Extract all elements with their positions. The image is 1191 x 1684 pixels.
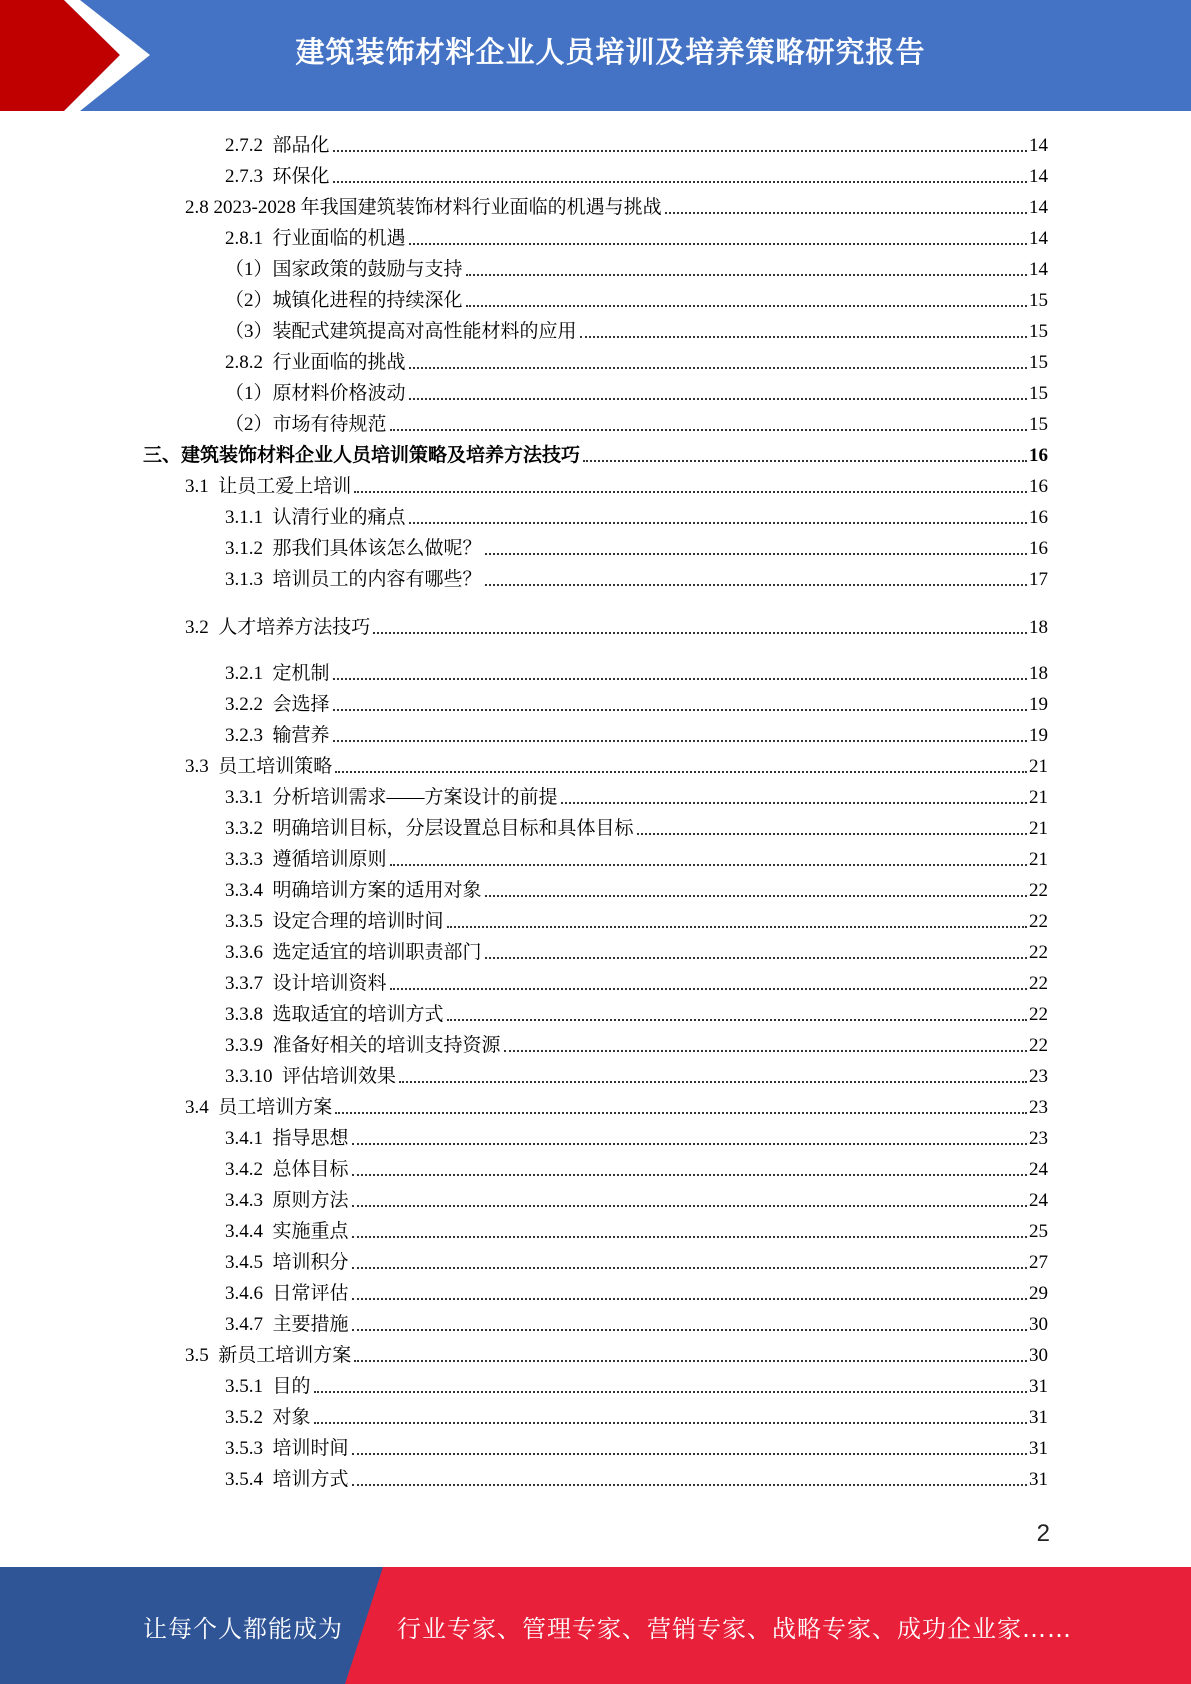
toc-entry-number: （2） [225, 290, 273, 311]
toc-entry[interactable] [225, 1369, 1048, 1399]
toc-entry-page: 21 [1029, 818, 1048, 839]
toc-entry-title: 遵循培训原则 [272, 849, 387, 870]
toc-entry-number: 3.3.3 [225, 849, 263, 870]
toc-entry-title: 认清行业的痛点 [272, 507, 406, 528]
toc-entry[interactable] [185, 1090, 1048, 1120]
toc-entry-title: 明确培训目标，分层设置总目标和具体目标 [272, 818, 634, 839]
toc-entry-title: 主要措施 [272, 1314, 349, 1335]
toc-entry-title: 行业面临的机遇 [272, 228, 406, 249]
toc-dot-leader [352, 1266, 1027, 1269]
toc-dot-leader [335, 770, 1027, 773]
toc-entry[interactable] [185, 749, 1048, 779]
toc-entry-title: 选取适宜的培训方式 [272, 1004, 444, 1025]
toc-entry[interactable] [225, 1245, 1048, 1275]
toc-entry[interactable] [225, 904, 1048, 934]
toc-entry[interactable] [225, 376, 1048, 406]
toc-entry-number: 3.4.1 [225, 1128, 263, 1149]
toc-dot-leader [485, 956, 1027, 959]
toc-dot-leader [561, 801, 1027, 804]
toc-entry-page: 17 [1029, 569, 1048, 590]
toc-entry-title: 装配式建筑提高对高性能材料的应用 [272, 321, 577, 342]
toc-entry-number: 3.3.2 [225, 818, 263, 839]
toc-entry-page: 31 [1029, 1438, 1048, 1459]
toc-entry[interactable] [225, 873, 1048, 903]
toc-entry-number: 3.3.9 [225, 1035, 263, 1056]
toc-entry-page: 22 [1029, 880, 1048, 901]
footer-slogan-left: 让每个人都能成为 [143, 1615, 343, 1643]
toc-entry-page: 22 [1029, 973, 1048, 994]
toc-dot-leader [333, 149, 1027, 152]
toc-entry-title: 培训员工的内容有哪些？ [272, 569, 482, 590]
toc-entry-number: 3.4.5 [225, 1252, 263, 1273]
toc-dot-leader [333, 708, 1027, 711]
toc-entry-page: 21 [1029, 787, 1048, 808]
toc-entry[interactable] [185, 1338, 1048, 1368]
toc-dot-leader [354, 490, 1027, 493]
toc-entry-number: 3.3.4 [225, 880, 263, 901]
toc-entry-number: 3.3.7 [225, 973, 263, 994]
toc-entry-number: 3.1.2 [225, 538, 263, 559]
toc-entry-number: 3.3.8 [225, 1004, 263, 1025]
toc-entry[interactable] [225, 1214, 1048, 1244]
toc-dot-leader [409, 242, 1027, 245]
toc-entry-number: 3.4.3 [225, 1190, 263, 1211]
toc-entry[interactable] [225, 1431, 1048, 1461]
toc-entry-page: 21 [1029, 849, 1048, 870]
toc-dot-leader [504, 1049, 1027, 1052]
toc-entry-title: 总体目标 [272, 1159, 349, 1180]
toc-dot-leader [352, 1452, 1027, 1455]
toc-dot-leader [352, 1297, 1027, 1300]
toc-dot-leader [580, 335, 1027, 338]
toc-entry-page: 25 [1029, 1221, 1048, 1242]
toc-entry[interactable] [225, 687, 1048, 717]
toc-entry-title: 城镇化进程的持续深化 [272, 290, 463, 311]
toc-entry-number: 2.8 [185, 197, 209, 218]
toc-dot-leader [447, 1018, 1027, 1021]
toc-entry[interactable] [225, 562, 1048, 592]
toc-entry-title: 设定合理的培训时间 [272, 911, 444, 932]
toc-entry-title: 环保化 [272, 166, 330, 187]
toc-dot-leader [485, 583, 1027, 586]
toc-entry-number: 3.4 [185, 1097, 209, 1118]
toc-entry-page: 23 [1029, 1128, 1048, 1149]
toc-entry-title: 指导思想 [272, 1128, 349, 1149]
toc-entry[interactable] [225, 531, 1048, 561]
toc-entry[interactable] [225, 1028, 1048, 1058]
toc-entry-title: 市场有待规范 [272, 414, 387, 435]
toc-entry[interactable] [225, 159, 1048, 189]
toc-entry-page: 23 [1029, 1066, 1048, 1087]
toc-entry-title: 新员工培训方案 [218, 1345, 352, 1366]
toc-entry-number: 3.4.4 [225, 1221, 263, 1242]
toc-entry[interactable] [225, 1400, 1048, 1430]
toc-entry-number: 3.4.7 [225, 1314, 263, 1335]
toc-entry-title: 员工培训策略 [218, 756, 333, 777]
toc-entry-page: 23 [1029, 1097, 1048, 1118]
toc-entry-page: 19 [1029, 694, 1048, 715]
toc-entry-page: 15 [1029, 383, 1048, 404]
toc-entry-page: 14 [1029, 259, 1048, 280]
toc-entry-number: 2.8.2 [225, 352, 263, 373]
toc-dot-leader [354, 1359, 1027, 1362]
toc-entry-number: （3） [225, 321, 273, 342]
toc-entry[interactable] [225, 314, 1048, 344]
toc-entry-page: 15 [1029, 352, 1048, 373]
toc-dot-leader [352, 1483, 1027, 1486]
page-footer [0, 1567, 1191, 1684]
toc-entry[interactable] [225, 935, 1048, 965]
toc-entry-page: 24 [1029, 1159, 1048, 1180]
toc-entry-title: 对象 [272, 1407, 311, 1428]
toc-entry-page: 15 [1029, 321, 1048, 342]
toc-dot-leader [399, 1080, 1027, 1083]
toc-entry-number: 3.5.2 [225, 1407, 263, 1428]
toc-entry-title: 分析培训需求——方案设计的前提 [272, 787, 558, 808]
toc-dot-leader [447, 925, 1027, 928]
toc-dot-leader [409, 366, 1027, 369]
toc-entry-title: 明确培训方案的适用对象 [272, 880, 482, 901]
toc-entry-page: 14 [1029, 166, 1048, 187]
toc-dot-leader [409, 397, 1027, 400]
toc-entry[interactable] [185, 469, 1048, 499]
toc-entry[interactable] [225, 1152, 1048, 1182]
toc-entry-page: 16 [1029, 476, 1048, 497]
toc-entry-title: 培训积分 [272, 1252, 349, 1273]
toc-entry-page: 22 [1029, 911, 1048, 932]
toc-entry-number: （2） [225, 414, 273, 435]
toc-entry-page: 22 [1029, 1004, 1048, 1025]
toc-entry-number: 2.7.2 [225, 135, 263, 156]
toc-entry[interactable] [225, 1462, 1048, 1492]
toc-entry-number: （1） [225, 383, 273, 404]
toc-entry[interactable] [225, 1183, 1048, 1213]
toc-entry[interactable] [225, 252, 1048, 282]
toc-dot-leader [314, 1421, 1027, 1424]
toc-entry-title: 那我们具体该怎么做呢？ [272, 538, 482, 559]
toc-entry-number: 三、 [143, 445, 182, 466]
toc-entry-title: 原则方法 [272, 1190, 349, 1211]
toc-entry-number: 3.4.2 [225, 1159, 263, 1180]
toc-entry-title: 评估培训效果 [282, 1066, 397, 1087]
toc-entry-page: 15 [1029, 290, 1048, 311]
toc-entry-number: 3.3.5 [225, 911, 263, 932]
toc-entry-page: 16 [1029, 507, 1048, 528]
page-number: 2 [1036, 1520, 1050, 1547]
toc-entry-page: 15 [1029, 414, 1048, 435]
toc-entry-number: 3.2.3 [225, 725, 263, 746]
toc-dot-leader [352, 1328, 1027, 1331]
toc-entry-page: 31 [1029, 1469, 1048, 1490]
toc-entry[interactable] [225, 811, 1048, 841]
toc-entry-number: （1） [225, 259, 273, 280]
toc-entry-title: 准备好相关的培训支持资源 [272, 1035, 501, 1056]
toc-entry-number: 3.3.6 [225, 942, 263, 963]
toc-entry-page: 14 [1029, 197, 1048, 218]
toc-entry-page: 14 [1029, 135, 1048, 156]
toc-entry-page: 16 [1029, 445, 1048, 466]
toc-entry[interactable] [225, 780, 1048, 810]
toc-entry-number: 2.8.1 [225, 228, 263, 249]
toc-dot-leader [373, 631, 1027, 634]
toc-dot-leader [466, 304, 1027, 307]
toc-entry[interactable] [225, 283, 1048, 313]
toc-entry-page: 29 [1029, 1283, 1048, 1304]
toc-entry-title: 员工培训方案 [218, 1097, 333, 1118]
toc-entry[interactable] [225, 1059, 1048, 1089]
toc-entry[interactable] [225, 407, 1048, 437]
toc-dot-leader [335, 1111, 1027, 1114]
toc-entry-number: 3.1.3 [225, 569, 263, 590]
toc-entry-title: 让员工爱上培训 [218, 476, 352, 497]
toc-dot-leader [665, 211, 1027, 214]
toc-entry-number: 3.1.1 [225, 507, 263, 528]
toc-dot-leader [352, 1204, 1027, 1207]
toc-entry-page: 30 [1029, 1314, 1048, 1335]
toc-dot-leader [390, 428, 1027, 431]
toc-entry[interactable] [185, 610, 1048, 640]
toc-entry[interactable] [225, 1121, 1048, 1151]
toc-dot-leader [314, 1390, 1027, 1393]
toc-entry-title: 定机制 [272, 663, 330, 684]
toc-entry[interactable] [225, 345, 1048, 375]
toc-dot-leader [485, 552, 1027, 555]
toc-entry-page: 19 [1029, 725, 1048, 746]
toc-entry-title: 选定适宜的培训职责部门 [272, 942, 482, 963]
toc-entry-page: 31 [1029, 1407, 1048, 1428]
header-title: 建筑装饰材料企业人员培训及培养策略研究报告 [295, 35, 926, 69]
toc-entry-page: 31 [1029, 1376, 1048, 1397]
toc-entry[interactable] [225, 500, 1048, 530]
toc-entry-number: 3.3 [185, 756, 209, 777]
toc-entry[interactable] [225, 1276, 1048, 1306]
toc-dot-leader [390, 987, 1027, 990]
toc-entry-number: 3.5.4 [225, 1469, 263, 1490]
toc-entry[interactable] [225, 221, 1048, 251]
toc-entry[interactable] [225, 718, 1048, 748]
toc-entry[interactable] [185, 190, 1048, 220]
toc-entry-title: 培训方式 [272, 1469, 349, 1490]
toc-dot-leader [333, 739, 1027, 742]
toc-entry-page: 24 [1029, 1190, 1048, 1211]
toc-entry-page: 21 [1029, 756, 1048, 777]
toc-entry-title: 行业面临的挑战 [272, 352, 406, 373]
toc-entry-page: 18 [1029, 617, 1048, 638]
toc-dot-leader [352, 1235, 1027, 1238]
toc-dot-leader [637, 832, 1027, 835]
toc-entry-title: 2023-2028 年我国建筑装饰材料行业面临的机遇与挑战 [213, 197, 662, 218]
toc-entry[interactable] [225, 997, 1048, 1027]
toc-entry-number: 3.2.1 [225, 663, 263, 684]
toc-dot-leader [485, 894, 1027, 897]
toc-entry[interactable] [225, 1307, 1048, 1337]
toc-dot-leader [390, 863, 1027, 866]
toc-entry-title: 原材料价格波动 [272, 383, 406, 404]
toc-entry-title: 日常评估 [272, 1283, 349, 1304]
toc-entry-number: 3.3.10 [225, 1066, 273, 1087]
toc-entry-title: 部品化 [272, 135, 330, 156]
toc-entry[interactable] [225, 128, 1048, 158]
toc-entry-number: 3.3.1 [225, 787, 263, 808]
toc-entry-title: 人才培养方法技巧 [218, 617, 371, 638]
toc-entry-page: 22 [1029, 942, 1048, 963]
toc-entry-number: 3.5.3 [225, 1438, 263, 1459]
toc-entry-number: 3.4.6 [225, 1283, 263, 1304]
toc-dot-leader [583, 459, 1027, 462]
toc-entry-title: 国家政策的鼓励与支持 [272, 259, 463, 280]
toc-dot-leader [333, 180, 1027, 183]
toc-entry-title: 培训时间 [272, 1438, 349, 1459]
toc-entry-number: 3.1 [185, 476, 209, 497]
toc-entry-title: 目的 [272, 1376, 311, 1397]
toc-entry-number: 3.5.1 [225, 1376, 263, 1397]
toc-entry-page: 14 [1029, 228, 1048, 249]
toc-entry-title: 输营养 [272, 725, 330, 746]
toc-entry-page: 18 [1029, 663, 1048, 684]
toc-dot-leader [352, 1173, 1027, 1176]
toc-dot-leader [352, 1142, 1027, 1145]
toc-dot-leader [333, 677, 1027, 680]
toc-entry[interactable] [225, 656, 1048, 686]
page-header [0, 0, 1191, 111]
toc-entry-page: 22 [1029, 1035, 1048, 1056]
toc-entry-number: 3.2 [185, 617, 209, 638]
toc-entry-number: 3.5 [185, 1345, 209, 1366]
toc-dot-leader [466, 273, 1027, 276]
toc-entry[interactable] [225, 842, 1048, 872]
toc-entry[interactable] [143, 438, 1048, 468]
toc-entry-page: 30 [1029, 1345, 1048, 1366]
footer-slogan-right: 行业专家、管理专家、营销专家、战略专家、成功企业家…… [397, 1615, 1072, 1643]
toc-entry-number: 2.7.3 [225, 166, 263, 187]
toc-entry-title: 设计培训资料 [272, 973, 387, 994]
toc-entry[interactable] [225, 966, 1048, 996]
toc-entry-page: 16 [1029, 538, 1048, 559]
toc-entry-title: 建筑装饰材料企业人员培训策略及培养方法技巧 [181, 445, 581, 466]
toc-entry-title: 会选择 [272, 694, 330, 715]
toc-entry-number: 3.2.2 [225, 694, 263, 715]
toc-dot-leader [409, 521, 1027, 524]
toc-entry-page: 27 [1029, 1252, 1048, 1273]
toc-entry-title: 实施重点 [272, 1221, 349, 1242]
